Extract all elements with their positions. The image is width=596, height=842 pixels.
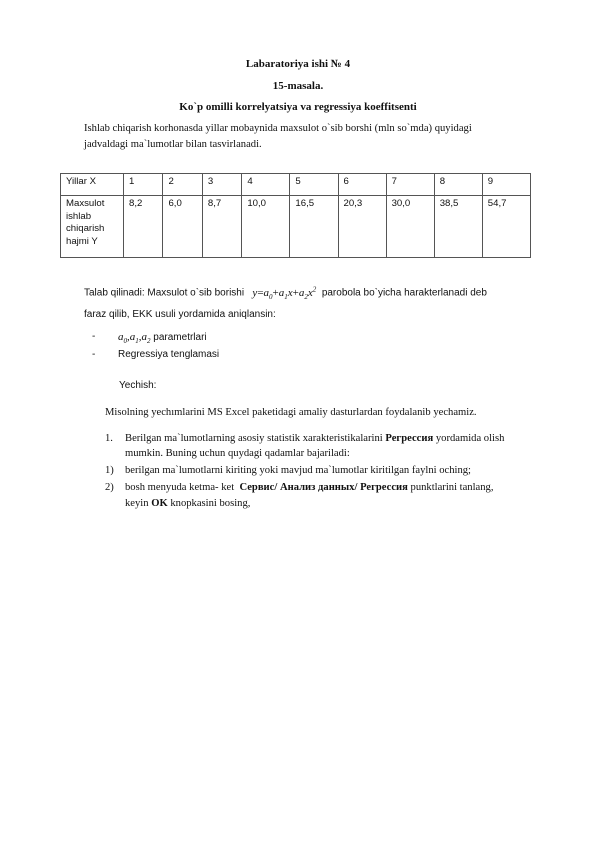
- parabola-formula: $y=a_0+a_1x+a_2x^2$: [252, 285, 317, 301]
- lab-title: Labaratoriya ishi № 4: [245, 58, 351, 70]
- dash-bullet: -: [92, 331, 96, 342]
- sub-step-2-line-2: keyin OK knopkasini bosing,: [125, 498, 251, 509]
- row-label-line: Maxsulot: [66, 198, 105, 209]
- task-line-2: faraz qilib, EKK usuli yordamida aniqlansin:: [84, 308, 276, 320]
- sub-step-number: 1): [105, 465, 114, 476]
- table-cell: 7: [386, 174, 434, 196]
- table-cell: 8,7: [202, 196, 241, 258]
- params-formula: $a_0,a_1,a_2$: [118, 331, 151, 346]
- table-header-cell: [61, 196, 124, 258]
- table-cell: 16,5: [290, 196, 338, 258]
- intro-paragraph: [84, 121, 554, 153]
- problem-number: 15-masala.: [272, 80, 324, 92]
- task-text: parobola bo`yicha harakterlanadi deb: [321, 287, 487, 299]
- table-cell: 6,0: [163, 196, 202, 258]
- step-1-line-2: mumkin. Buning uchun quydagi qadamlar bajariladi:: [125, 448, 350, 459]
- table-cell: 2: [163, 174, 202, 196]
- row-label-line: ishlab: [66, 210, 92, 222]
- table-cell: 10,0: [242, 196, 290, 258]
- table-cell: 30,0: [386, 196, 434, 258]
- sub-step-2-line-1: bosh menyuda ketma- ket Сервис/ Анализ данных/ Регрессия punktlarini tanlang,: [125, 482, 494, 493]
- table-cell: 20,3: [338, 196, 386, 258]
- table-cell: 8,2: [124, 196, 163, 258]
- intro-line-1: Ishlab chiqarish korhonasda yillar mobaynida maxsulot o`sib borshi (mln so`mda) quyidagi: [84, 123, 472, 134]
- intro-line-2: jadvaldagi ma`lumotlar bilan tasvirlanadi.: [84, 139, 262, 150]
- task-paragraph: [84, 281, 554, 323]
- row-label-line: hajmi Y: [66, 235, 98, 247]
- topic-title: Ko`p omilli korrelyatsiya va regressiya koeffitsenti: [179, 101, 417, 113]
- sub-step-number: 2): [105, 482, 114, 493]
- dash-bullet: -: [92, 349, 96, 360]
- table-cell: 3: [202, 174, 241, 196]
- table-row: [61, 196, 531, 258]
- step-number: 1.: [105, 433, 113, 444]
- table-cell: 1: [124, 174, 163, 196]
- task-text: Talab qilinadi: Maxsulot o`sib borishi: [84, 287, 245, 299]
- table-header-cell: Yillar X: [61, 174, 124, 196]
- table-cell: 8: [434, 174, 482, 196]
- task-line-1: [84, 281, 554, 306]
- table-cell: 54,7: [482, 196, 530, 258]
- step-1-line-1: Berilgan ma`lumotlarning asosiy statistik xarakteristikalarini Регрессия yordamida olish: [125, 433, 505, 444]
- params-item-text: $a_0,a_1,a_2$ parametrlari: [118, 331, 207, 346]
- sub-step-1-text: berilgan ma`lumotlarni kiriting yoki mavjud ma`lumotlar kiritilgan faylni oching;: [125, 465, 471, 476]
- table-cell: 5: [290, 174, 338, 196]
- row-label-line: chiqarish: [66, 223, 105, 234]
- solution-heading: Yechish:: [119, 380, 157, 391]
- table-cell: 4: [242, 174, 290, 196]
- table-cell: 38,5: [434, 196, 482, 258]
- table-row: [61, 174, 531, 196]
- data-table: [60, 173, 531, 258]
- table-cell: 6: [338, 174, 386, 196]
- solution-intro: Misolning yechımlarini MS Excel paketidagi amaliy dasturlardan foydalanib yechamiz.: [105, 407, 477, 418]
- regression-item-text: Regressiya tenglamasi: [118, 349, 220, 360]
- table-cell: 9: [482, 174, 530, 196]
